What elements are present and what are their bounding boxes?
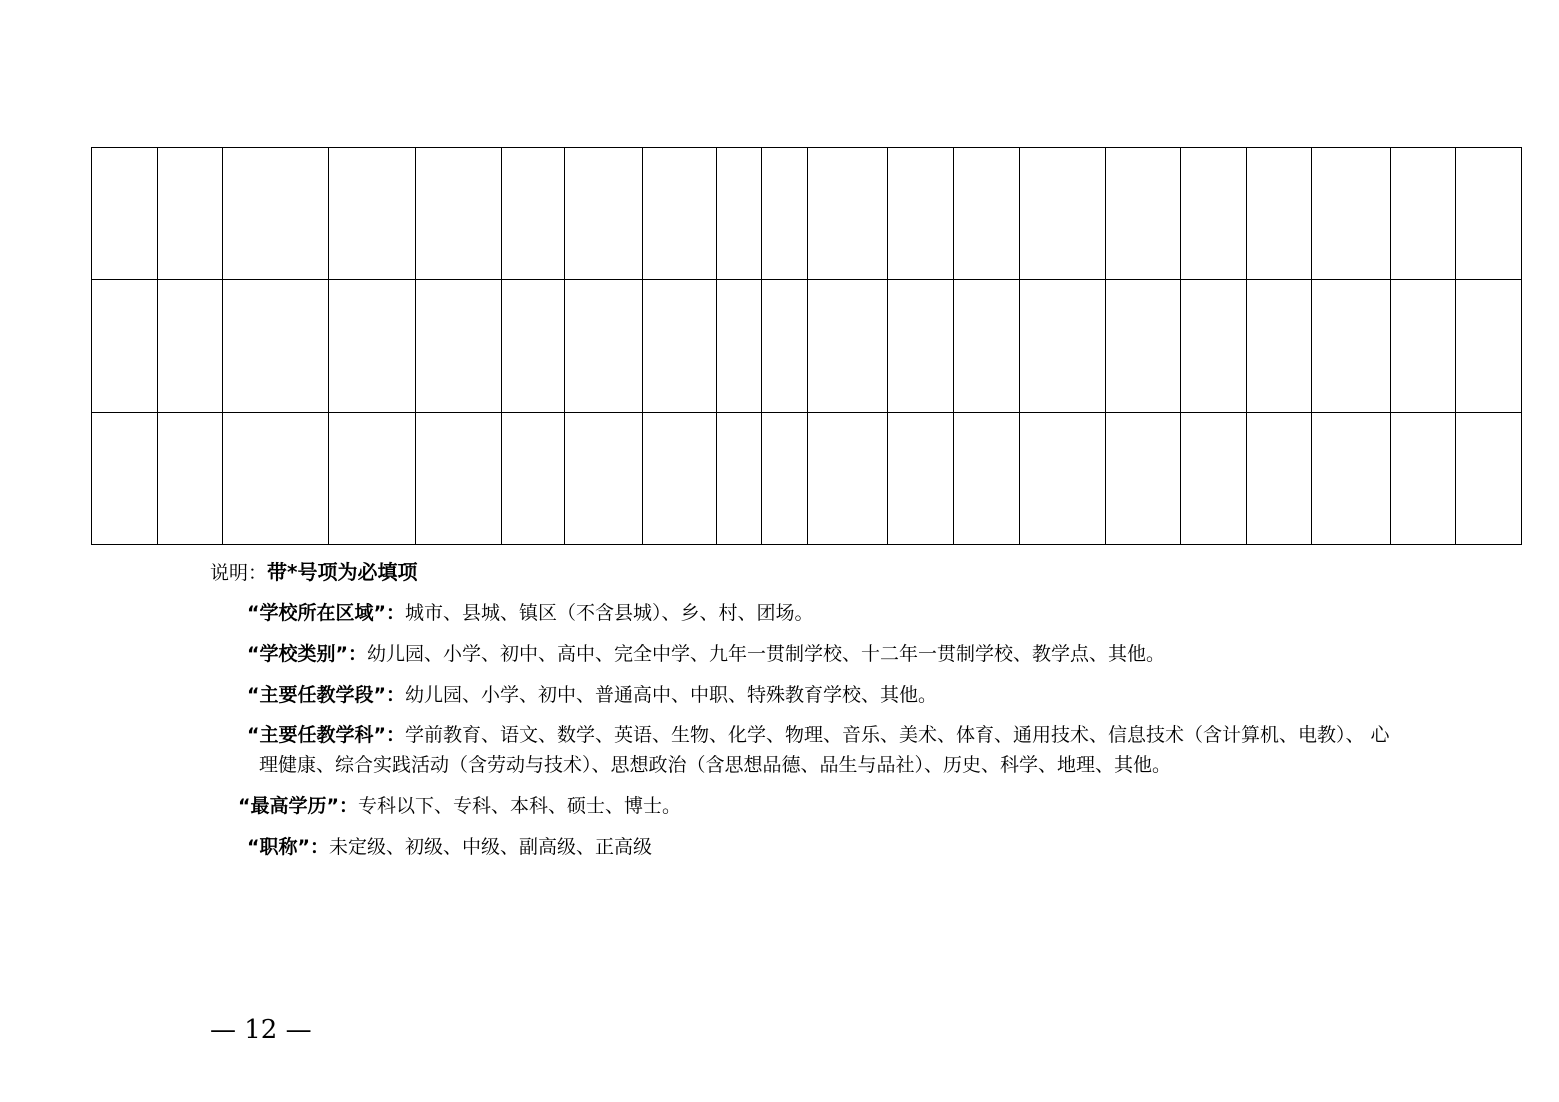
table-cell (1247, 148, 1312, 280)
table-cell (1181, 412, 1247, 544)
note-education (238, 794, 681, 818)
note-education-text: 专科以下、专科、本科、硕士、博士。 (357, 795, 681, 817)
table-cell (888, 280, 954, 412)
note-school-type (247, 642, 1165, 666)
table-cell (565, 148, 643, 280)
table-cell (643, 280, 717, 412)
required-note: 带*号项为必填项 (267, 560, 418, 584)
note-region-label: “学校所在区域”： (247, 602, 405, 624)
table-cell (1391, 148, 1456, 280)
table-row (92, 412, 1522, 544)
table-cell (565, 412, 643, 544)
table-cell (92, 412, 158, 544)
table-body (92, 148, 1522, 545)
table-cell (762, 148, 808, 280)
table-cell (1391, 412, 1456, 544)
table-row (92, 280, 1522, 412)
blank-form-table (91, 147, 1522, 545)
note-teaching-subject (247, 723, 1390, 747)
table-cell (762, 412, 808, 544)
table-cell (1312, 148, 1391, 280)
table-cell (954, 280, 1020, 412)
table-cell (502, 148, 565, 280)
table-cell (1106, 148, 1181, 280)
table-cell (717, 148, 762, 280)
note-title-text: 未定级、初级、中级、副高级、正高级 (328, 836, 652, 858)
table-cell (808, 280, 888, 412)
table-cell (502, 412, 565, 544)
table-cell (92, 148, 158, 280)
table-cell (416, 412, 502, 544)
table-cell (762, 280, 808, 412)
table-cell (1391, 280, 1456, 412)
table-cell (223, 148, 329, 280)
table-cell (1312, 412, 1391, 544)
page-number: — 12 — (210, 1015, 312, 1045)
note-school-type-text: 幼儿园、小学、初中、高中、完全中学、九年一贯制学校、十二年一贯制学校、教学点、其他。 (366, 643, 1165, 665)
note-teaching-subject-text: 学前教育、语文、数学、英语、生物、化学、物理、音乐、美术、体育、通用技术、信息技术（含计算机、电教）、 心 (404, 724, 1390, 746)
table-cell (1312, 280, 1391, 412)
table-cell (717, 412, 762, 544)
table-cell (223, 280, 329, 412)
table-cell (1181, 148, 1247, 280)
table-cell (808, 412, 888, 544)
table-cell (158, 148, 223, 280)
table-cell (158, 280, 223, 412)
table-cell (643, 412, 717, 544)
table-cell (954, 148, 1020, 280)
notes-intro (210, 560, 417, 585)
note-education-label: “最高学历”： (238, 795, 358, 817)
table-row (92, 148, 1522, 280)
table-cell (1181, 280, 1247, 412)
table-cell (808, 148, 888, 280)
table-cell (717, 280, 762, 412)
table-cell (1456, 412, 1522, 544)
note-teaching-stage (247, 683, 937, 707)
note-school-type-label: “学校类别”： (247, 643, 367, 665)
table-cell (1106, 412, 1181, 544)
table-cell (565, 280, 643, 412)
notes-intro-label: 说明： (210, 562, 268, 584)
note-title-label: “职称”： (247, 836, 329, 858)
table-cell (888, 412, 954, 544)
table-cell (329, 148, 416, 280)
table-cell (954, 412, 1020, 544)
note-teaching-subject-label: “主要任教学科”： (247, 724, 405, 746)
table-cell (1456, 148, 1522, 280)
note-teaching-subject-continuation: 理健康、综合实践活动（含劳动与技术）、思想政治（含思想品德、品生与品社）、历史、科学、地理、其他。 (259, 754, 1172, 776)
note-teaching-stage-text: 幼儿园、小学、初中、普通高中、中职、特殊教育学校、其他。 (404, 684, 937, 706)
table-cell (158, 412, 223, 544)
table-cell (1020, 148, 1106, 280)
table-cell (643, 148, 717, 280)
table-cell (1020, 412, 1106, 544)
table-cell (329, 412, 416, 544)
note-teaching-stage-label: “主要任教学段”： (247, 684, 405, 706)
note-region (247, 601, 814, 625)
table-cell (416, 280, 502, 412)
note-region-text: 城市、县城、镇区（不含县城）、乡、村、团场。 (404, 602, 814, 624)
note-teaching-subject-continued (259, 753, 1171, 777)
table-cell (92, 280, 158, 412)
table-cell (416, 148, 502, 280)
table-cell (1106, 280, 1181, 412)
table-cell (1247, 280, 1312, 412)
table-cell (1247, 412, 1312, 544)
table-cell (223, 412, 329, 544)
table-cell (502, 280, 565, 412)
table-cell (1020, 280, 1106, 412)
table-cell (888, 148, 954, 280)
table-cell (329, 280, 416, 412)
note-title (247, 835, 652, 859)
table-cell (1456, 280, 1522, 412)
